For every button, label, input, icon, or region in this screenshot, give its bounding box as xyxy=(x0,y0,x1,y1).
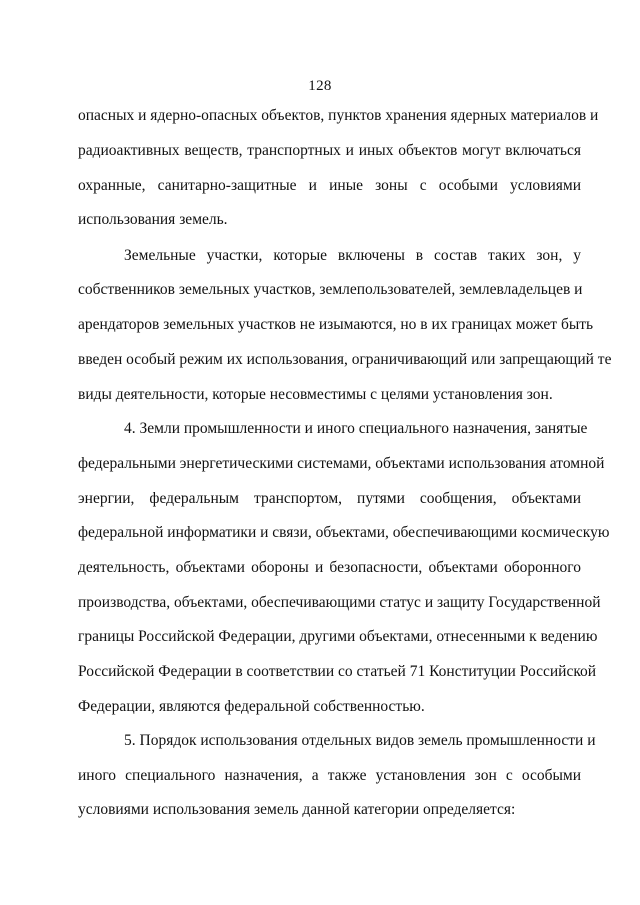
text-line: условиями использования земель данной категории определяется: xyxy=(78,801,516,818)
text-line: 5. Порядок использования отдельных видов земель промышленности и xyxy=(124,732,596,749)
text-line: опасных и ядерно-опасных объектов, пунктов хранения ядерных материалов и xyxy=(78,107,599,124)
text-line: радиоактивных веществ, транспортных и иных объектов могут включаться xyxy=(78,142,581,159)
text-line: виды деятельности, которые несовместимы с целями установления зон. xyxy=(78,386,553,403)
text-line: использования земель. xyxy=(78,211,228,228)
text-line: деятельность, объектами обороны и безопасности, объектами оборонного xyxy=(78,559,581,576)
text-line: федеральной информатики и связи, объектами, обеспечивающими космическую xyxy=(78,524,610,541)
text-line: границы Российской Федерации, другими объектами, отнесенными к ведению xyxy=(78,628,598,645)
text-line: энергии, федеральным транспортом, путями сообщения, объектами xyxy=(78,490,581,507)
text-line: 4. Земли промышленности и иного специального назначения, занятые xyxy=(124,420,588,437)
text-line: собственников земельных участков, землепользователей, землевладельцев и xyxy=(78,281,583,298)
text-line: федеральными энергетическими системами, объектами использования атомной xyxy=(78,455,605,472)
text-line: введен особый режим их использования, ограничивающий или запрещающий те xyxy=(78,351,612,368)
text-line: охранные, санитарно-защитные и иные зоны с особыми условиями xyxy=(78,177,581,194)
text-line: производства, объектами, обеспечивающими статус и защиту Государственной xyxy=(78,594,601,611)
text-line: иного специального назначения, а также установления зон с особыми xyxy=(78,767,581,784)
page-number: 128 xyxy=(308,78,332,94)
text-line: арендаторов земельных участков не изымаются, но в их границах может быть xyxy=(78,316,594,333)
text-line: Земельные участки, которые включены в состав таких зон, у xyxy=(124,247,581,264)
text-line: Российской Федерации в соответствии со статьей 71 Конституции Российской xyxy=(78,663,597,680)
text-line: Федерации, являются федеральной собственностью. xyxy=(78,698,425,715)
